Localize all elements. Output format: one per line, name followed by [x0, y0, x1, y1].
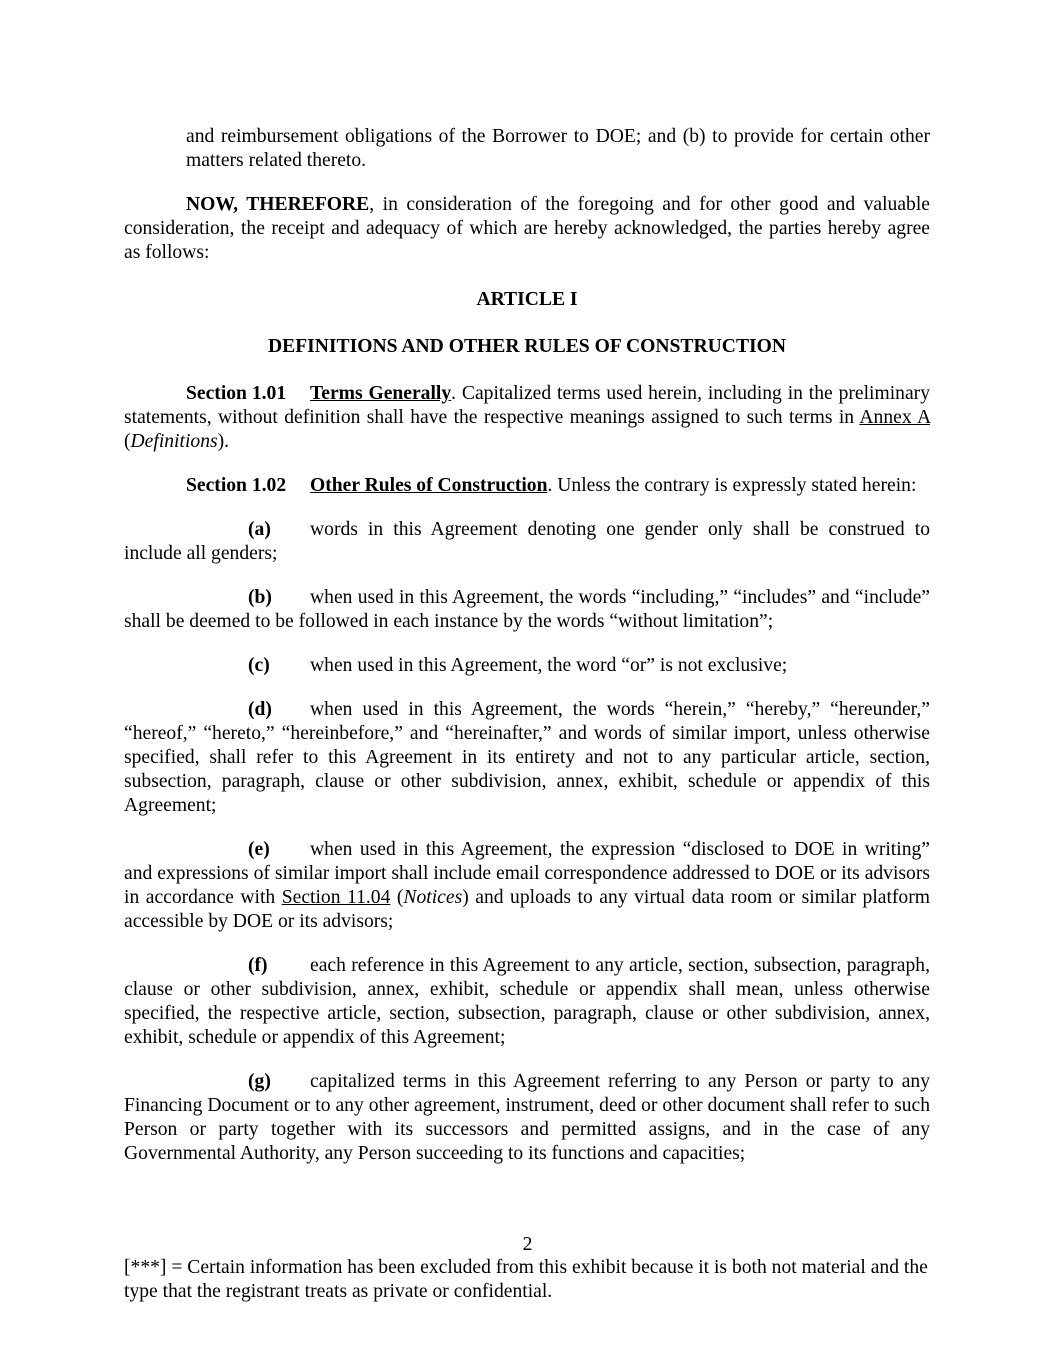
clause-label: (d) — [248, 699, 272, 720]
section-heading: Other Rules of Construction — [310, 475, 548, 496]
definitions-ref: Definitions — [130, 431, 218, 452]
clause-label: (a) — [248, 519, 271, 540]
clause-text: when used in this Agreement, the words “including,” “includes” and “include” shall be deemed to be followed in each instance by the words “without limitation”; — [124, 587, 930, 632]
now-therefore-lead: NOW, THEREFORE — [186, 194, 370, 215]
paren-open: ( — [390, 887, 404, 908]
clause-a — [124, 518, 930, 566]
notices-ref: Notices — [403, 887, 463, 908]
clause-text: each reference in this Agreement to any article, section, subsection, paragraph, clause or other subdivision, annex, exhibit, schedule or appendix shall mean, unless otherwise specified, the respective article, section, subsection, paragraph, clause or other subdivision, annex, exhibit, schedule or appendix of this Agreement; — [124, 955, 930, 1048]
section-11-04-link[interactable]: Section 11.04 — [281, 887, 391, 908]
footer-note: [***] = Certain information has been excluded from this exhibit because it is both not material and the type that the registrant treats as private or confidential. — [124, 1257, 928, 1302]
clause-label: (b) — [248, 587, 272, 608]
clause-b — [124, 586, 930, 634]
annex-a-link[interactable]: Annex A — [859, 407, 931, 428]
section-1-02 — [124, 474, 930, 498]
clause-label: (g) — [248, 1071, 271, 1092]
section-number: Section 1.01 — [186, 383, 287, 404]
article-number: ARTICLE I — [476, 289, 578, 310]
clause-g — [124, 1070, 930, 1166]
clause-e — [124, 838, 930, 934]
clause-text: when used in this Agreement, the words “herein,” “hereby,” “hereunder,” “hereof,” “hereto,” “hereinbefore,” and “hereinafter,” and words of similar import, unless otherwise specified, shall refer to this Agreement in its entirety and not to any particular article, section, subsection, paragraph, clause or other subdivision, annex, exhibit, schedule or appendix of this Agreement; — [124, 699, 930, 816]
section-text: . Unless the contrary is expressly stated herein: — [547, 475, 917, 496]
document-body — [124, 125, 930, 1166]
paren-close: ). — [217, 431, 230, 452]
clause-label: (f) — [248, 955, 268, 976]
clause-f — [124, 954, 930, 1050]
section-text: . Capitalized terms used herein, including in the preliminary statements, without definition shall have the respective meanings assigned to such terms in — [124, 383, 930, 428]
clause-text: when used in this Agreement, the expression “disclosed to DOE in writing” and expressions of similar import shall include email correspondence addressed to DOE or its advisors in accordance with — [124, 839, 930, 908]
clause-label: (e) — [248, 839, 270, 860]
section-number: Section 1.02 — [186, 475, 287, 496]
clause-text: words in this Agreement denoting one gender only shall be construed to include all genders; — [124, 519, 930, 564]
clause-label: (c) — [248, 655, 270, 676]
clause-text-tail: ) and uploads to any virtual data room or similar platform accessible by DOE or its advisors; — [124, 887, 930, 932]
clause-text: when used in this Agreement, the word “or” is not exclusive; — [310, 655, 788, 676]
page-number: 2 — [522, 1234, 533, 1255]
clause-c — [124, 654, 930, 678]
section-heading: Terms Generally — [310, 383, 452, 404]
clause-d — [124, 698, 930, 818]
now-therefore-paragraph — [124, 193, 930, 265]
now-therefore-text: , in consideration of the foregoing and for other good and valuable consideration, the receipt and adequacy of which are hereby acknowledged, the parties hereby agree as follows: — [124, 194, 930, 263]
article-title: DEFINITIONS AND OTHER RULES OF CONSTRUCTION — [267, 336, 787, 357]
section-1-01 — [124, 382, 930, 454]
intro-continuation: and reimbursement obligations of the Borrower to DOE; and (b) to provide for certain other matters related thereto. — [186, 126, 930, 171]
paren-open: ( — [124, 431, 131, 452]
clause-text: capitalized terms in this Agreement referring to any Person or party to any Financing Document or to any other agreement, instrument, deed or other document shall refer to such Person or party together with its successors and permitted assigns, and in the case of any Governmental Authority, any Person succeeding to its functions and capacities; — [124, 1071, 930, 1164]
